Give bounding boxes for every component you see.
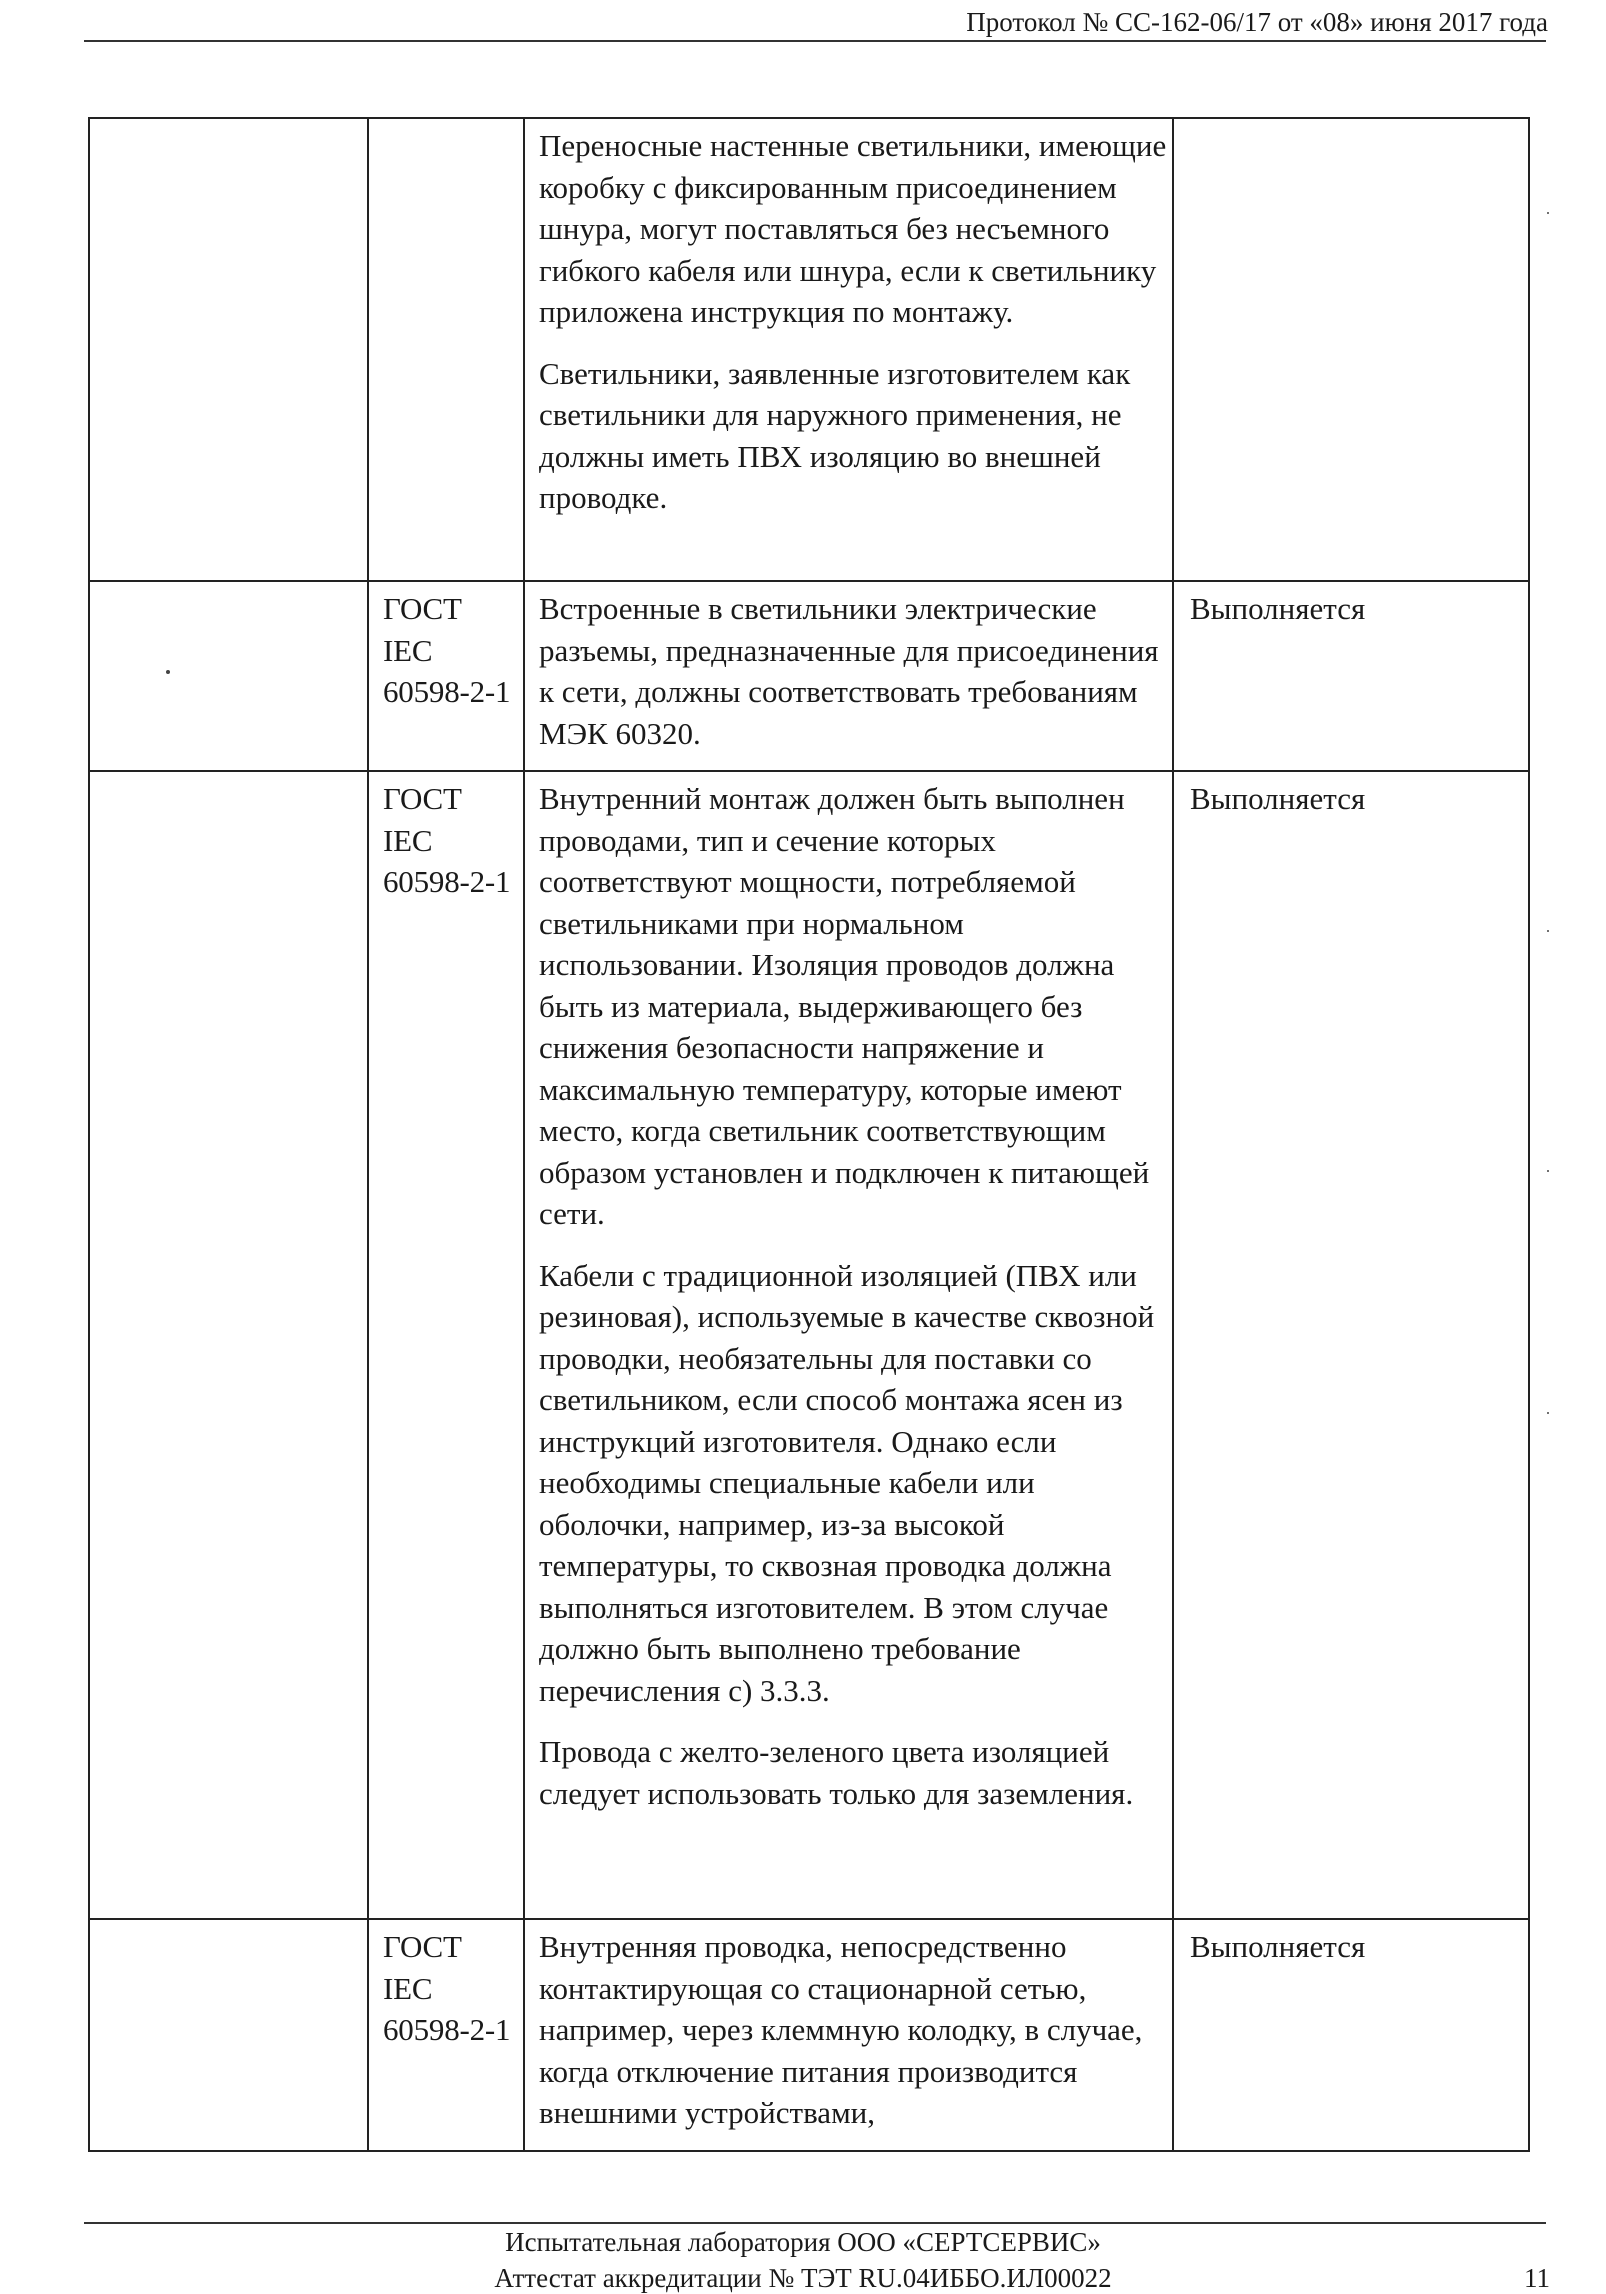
footer-lab-name: Испытательная лаборатория ООО «СЕРТСЕРВИС»	[505, 2227, 1101, 2257]
requirement-paragraph: Кабели с традиционной изоляцией (ПВХ или резиновая), используемые в качестве сквозной проводки, необязательны для поставки со светильником, если способ монтажа ясен из инструкций изготовителя. Однако если необходимы специальные кабели или оболочки, например, из-за высокой температуры, то сквозная проводка должна выполняться изготовителем. В этом случае должно быть выполнено требование перечисления с) 3.3.3.	[539, 1257, 1155, 1708]
standard-cell	[368, 1919, 524, 2151]
requirement-paragraph: Внутренний монтаж должен быть выполнен проводами, тип и сечение которых соответствуют мощности, потребляемой светильниками при нормальном использовании. Изоляция проводов должна быть из материала, выдерживающего без снижения безопасности напряжение и максимальную температуру, которые имеют место, когда светильник соответствующим образом установлен и подключен к питающей сети.	[539, 781, 1150, 1231]
requirement-paragraph: Светильники, заявленные изготовителем как светильники для наружного применения, не должны иметь ПВХ изоляцию во внешней проводке.	[539, 355, 1131, 515]
result-cell	[1173, 118, 1529, 581]
standard-cell	[368, 118, 524, 581]
standard-line: 60598-2-1	[383, 674, 511, 709]
standard-line: ГОСТ	[383, 591, 462, 626]
item-number-cell	[89, 1919, 368, 2151]
scan-speck	[166, 670, 170, 674]
requirement-paragraph: Внутренняя проводка, непосредственно контактирующая со стационарной сетью, например, через клеммную колодку, в случае, когда отключение питания производится внешними устройствами,	[539, 1929, 1143, 2130]
table-row	[89, 118, 1529, 581]
requirement-cell	[524, 118, 1173, 581]
requirement-paragraph: Встроенные в светильники электрические разъемы, предназначенные для присоединения к сети, должны соответствовать требованиям МЭК 60320.	[539, 591, 1159, 751]
table-row	[89, 771, 1529, 1919]
result-cell: Выполняется	[1173, 581, 1529, 771]
requirement-paragraph: Провода с желто-зеленого цвета изоляцией следует использовать только для заземления.	[539, 1734, 1134, 1811]
standard-cell	[368, 771, 524, 1919]
requirement-cell	[524, 581, 1173, 771]
item-number-cell	[89, 118, 368, 581]
footer-rule	[84, 2222, 1546, 2224]
scan-speck	[1547, 1412, 1549, 1414]
standard-line: ГОСТ	[383, 781, 462, 816]
standard-line: IEC	[383, 632, 433, 668]
protocol-header: Протокол № СС-162-06/17 от «08» июня 2017 года	[966, 7, 1548, 37]
page-number: 11	[1524, 2263, 1550, 2293]
requirement-cell	[524, 1919, 1173, 2151]
table-row	[89, 1919, 1529, 2151]
result-cell: Выполняется	[1173, 1919, 1529, 2151]
footer-attestation: Аттестат аккредитации № ТЭТ RU.04ИББО.ИЛ00022	[494, 2263, 1112, 2293]
item-number-cell	[89, 581, 368, 771]
header-rule	[84, 40, 1546, 42]
requirements-table-body	[89, 118, 1529, 2151]
standard-line: IEC	[383, 1970, 433, 2006]
scan-speck	[1547, 1170, 1549, 1172]
result-cell: Выполняется	[1173, 771, 1529, 1919]
scan-speck	[1547, 930, 1549, 932]
standard-line: IEC	[383, 822, 433, 858]
requirement-paragraph: Переносные настенные светильники, имеющие коробку с фиксированным присоединением шнура, могут поставляться без несъемного гибкого кабеля или шнура, если к светильнику приложена инструкция по монтажу.	[539, 128, 1167, 329]
scan-speck	[1547, 212, 1549, 214]
standard-line: ГОСТ	[383, 1929, 462, 1964]
requirement-cell	[524, 771, 1173, 1919]
table-row	[89, 581, 1529, 771]
standard-line: 60598-2-1	[383, 2012, 511, 2047]
item-number-cell	[89, 771, 368, 1919]
requirements-table	[88, 117, 1530, 2152]
standard-line: 60598-2-1	[383, 864, 511, 899]
standard-cell	[368, 581, 524, 771]
